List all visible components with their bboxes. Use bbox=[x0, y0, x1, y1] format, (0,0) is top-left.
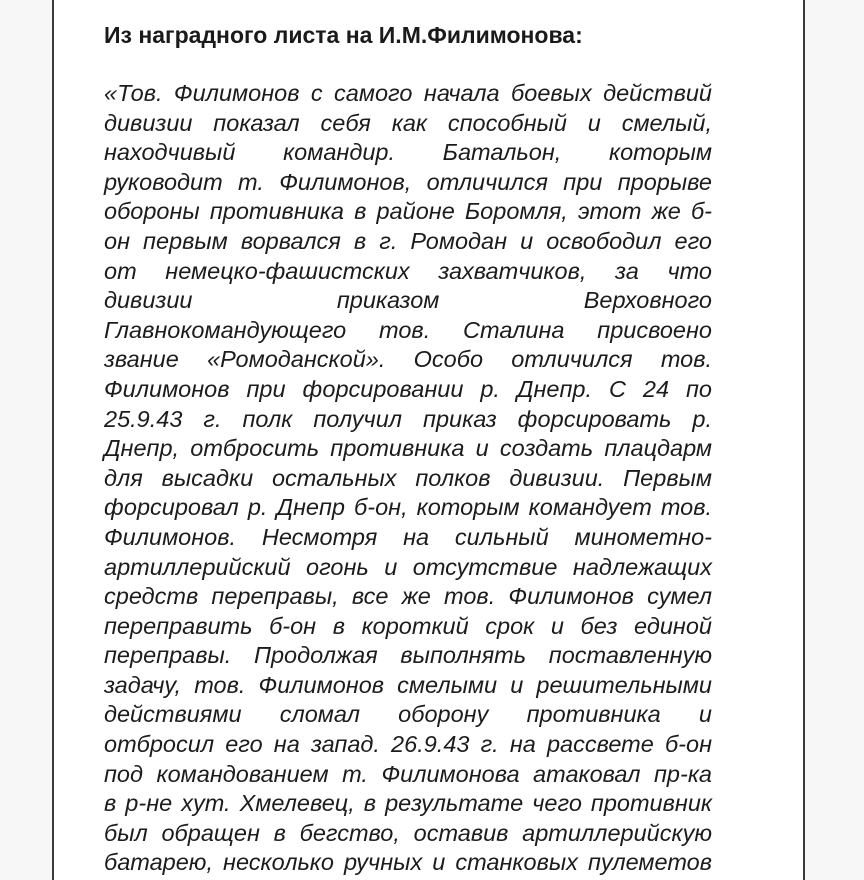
document-page bbox=[52, 0, 805, 880]
body-line: Филимонов. Несмотря на сильный минометно- bbox=[104, 523, 712, 550]
body-line: артиллерийский огонь и отсутствие надлежащих bbox=[104, 553, 712, 580]
body-line: «Тов. Филимонов с самого начала боевых действий bbox=[104, 80, 712, 106]
body-line: в р-не хут. Хмелевец, в результате чего противник bbox=[104, 790, 712, 817]
body-line: руководит т. Филимонов, отличился при прорыве bbox=[104, 168, 712, 195]
body-line: для высадки остальных полков дивизии. Первым bbox=[104, 464, 712, 491]
document-body bbox=[104, 79, 712, 878]
body-line: Филимонов при форсировании р. Днепр. С 24 по bbox=[104, 375, 712, 402]
body-line: дивизии приказом Верховного bbox=[104, 287, 712, 314]
body-line: средств переправы, все же тов. Филимонов сумел bbox=[104, 583, 712, 610]
body-line: батарею, несколько ручных и станковых пулеметов bbox=[104, 849, 712, 876]
body-line: находчивый командир. Батальон, которым bbox=[104, 139, 712, 166]
body-line: обороны противника в районе Боромля, этот же б- bbox=[104, 198, 712, 225]
body-line: от немецко-фашистских захватчиков, за что bbox=[104, 257, 712, 284]
body-line: он первым ворвался в г. Ромодан и освободил его bbox=[104, 227, 712, 254]
body-line: Главнокомандующего тов. Сталина присвоено bbox=[104, 316, 712, 343]
body-line: задачу, тов. Филимонов смелыми и решительными bbox=[104, 671, 712, 698]
body-line: форсировал р. Днепр б-он, которым командует тов. bbox=[104, 494, 712, 521]
body-line: переправы. Продолжая выполнять поставленную bbox=[104, 642, 712, 669]
body-line: дивизии показал себя как способный и смелый, bbox=[104, 109, 712, 136]
body-line: звание «Ромоданской». Особо отличился тов. bbox=[104, 346, 712, 373]
body-line: отбросил его на запад. 26.9.43 г. на рассвете б-он bbox=[104, 731, 712, 758]
body-line: 25.9.43 г. полк получил приказ форсировать р. bbox=[104, 405, 712, 432]
body-line: Днепр, отбросить противника и создать плацдарм bbox=[104, 435, 712, 462]
body-line: под командованием т. Филимонова атаковал пр-ка bbox=[104, 760, 712, 787]
body-line: действиями сломал оборону противника и bbox=[104, 701, 712, 728]
document-heading: Из наградного листа на И.М.Филимонова: bbox=[104, 22, 583, 48]
body-line: был обращен в бегство, оставив артиллерийскую bbox=[104, 819, 712, 846]
body-line: переправить б-он в короткий срок и без единой bbox=[104, 612, 712, 639]
